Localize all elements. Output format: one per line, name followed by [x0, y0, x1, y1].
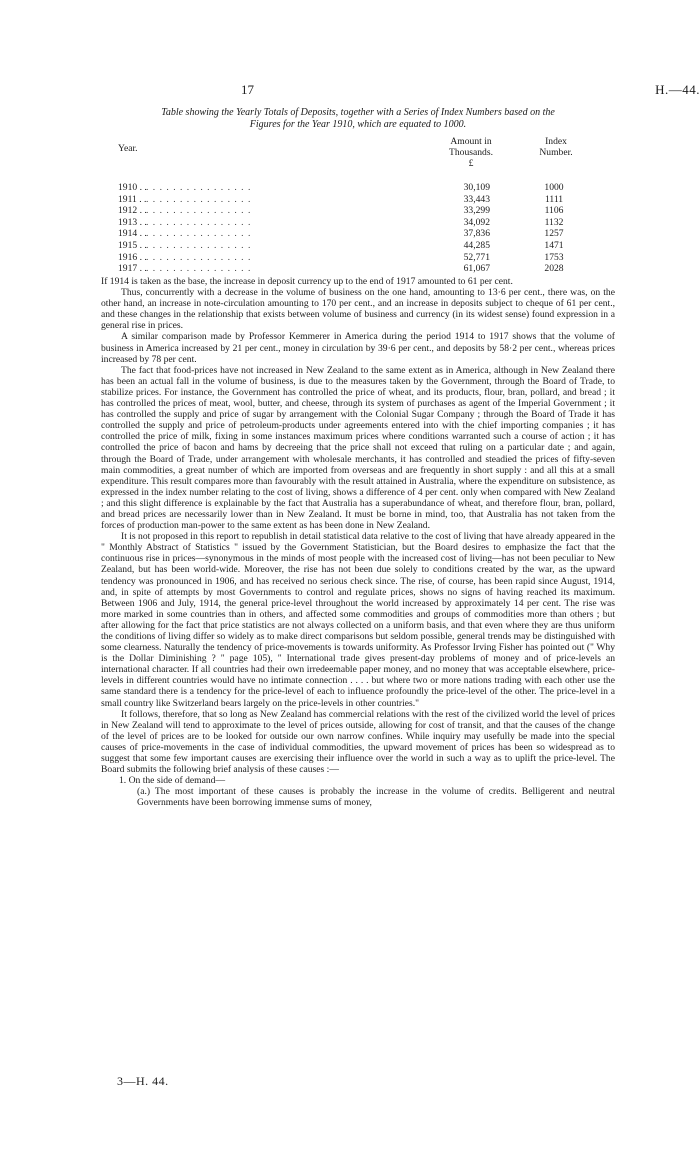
column-header-index — [521, 136, 591, 158]
cell-index: 1257 — [544, 228, 564, 240]
paragraph: A similar comparison made by Professor Kemmerer in America during the period 1914 to 1917 shows that the volume of business in America increased by 21 per cent., money in circulation by 39·6 per cent., and deposits by 58·2 per cent., whereas prices increased by 78 per cent. — [101, 331, 615, 365]
page-number: 17 — [241, 82, 254, 97]
table-body — [118, 182, 578, 275]
table-row — [118, 228, 578, 240]
paragraph: It follows, therefore, that so long as New Zealand has commercial relations with the rest of the civilized world the level of prices in New Zealand will tend to approximate to the level of prices outside, allowing for cost of transit, and that the causes of the change of the level of prices are to be looked for outside our own narrow confines. While inquiry may usefully be made into the special causes of price-movements in the case of individual commodities, the upward movement of prices has been so widespread as to suggest that some few important causes are exercising their influence over the world in such a way as to uplift the price-level. The Board submits the following brief analysis of these causes :— — [101, 708, 615, 776]
cell-year: 1912 . . — [118, 205, 147, 217]
cell-index: 2028 — [544, 263, 564, 275]
leader-dots: . . . . . . . . . . . . . . . . — [146, 182, 252, 193]
cell-amount: 52,771 — [463, 251, 490, 263]
table-caption-line-2: Figures for the Year 1910, which are equated to 1000. — [249, 119, 467, 130]
leader-dots: . . . . . . . . . . . . . . . . — [146, 263, 252, 275]
cell-year: 1916 . . — [118, 251, 147, 263]
table-caption-line-1: Table showing the Yearly Totals of Deposits, together with a Series of Index Numbers based on the — [161, 107, 555, 118]
cell-index: 1132 — [544, 216, 564, 228]
table-row — [118, 194, 578, 206]
column-header-amount-line-1: Amount in — [450, 136, 492, 147]
deposits-table — [118, 136, 578, 275]
column-header-index-line-1: Index — [545, 136, 567, 147]
cell-index: 1106 — [544, 205, 564, 217]
table-row — [118, 240, 578, 252]
cell-index: 1000 — [544, 182, 564, 193]
paragraph: It is not proposed in this report to republish in detail statistical data relative to the cost of living that have already appeared in the " Monthly Abstract of Statistics " issued by the Government Statistician, but the Board desires to emphasize the fact that the continuous rise in prices—synonymous in the minds of most people with the increased cost of living—has not been peculiar to New Zealand, but has been world-wide. Moreover, the rise has not been due solely to conditions created by the war, as the upward tendency was pronounced in 1906, and has received no serious check since. The rise, of course, has been rapid since August, 1914, and, in spite of attempts by most Governments to control and regulate prices, shows no signs of having reached its maximum. Between 1906 and July, 1914, the general price-level throughout the world increased by approximately 14 per cent. The rise was more marked in some countries than in others, and affected some commodities and groups of commodities more than others ; but after allowing for the fact that price statistics are not always collected on a uniform basis, and that even where they are thus uniform the conditions of living differ so widely as to make direct comparisons but seldom possible, general trends may be distinguished with some clearness. Naturally the tendency of price-movements is towards uniformity. As Professor Irving Fisher has pointed out (" Why is the Dollar Diminishing ? " page 105), " International trade gives present-day problems of money and of price-levels an international character. If all countries had their own irredeemable paper money, and no money that was acceptable elsewhere, price-levels in different countries would have no intimate connection . . . . but where two or more nations trading with each other use the same standard there is a tendency for the price-level of each to influence profoundly the price-level of the other. The price-level in a small country like Switzerland bears largely on the price-levels in other countries." — [101, 531, 615, 709]
cell-year: 1914 . . — [118, 228, 147, 240]
leader-dots: . . . . . . . . . . . . . . . . — [146, 228, 252, 240]
paragraph: The fact that food-prices have not increased in New Zealand to the same extent as in America, although in New Zealand there has been an actual fall in the volume of business, is due to the measures taken by the Government, through the Board of Trade, to stabilize prices. For instance, the Government has controlled the price of wheat, and its products, flour, bran, pollard, and bread ; it has controlled the prices of meat, wool, butter, and cheese, through its system of purchases as agent of the Imperial Government ; it has controlled the supply and price of sugar by arrangement with the Colonial Sugar Company ; through the Board of Trade it has controlled the supply and price of petroleum-products under agreements entered into with the chief importing companies ; it has controlled the price of milk, fixing in some instances maximum prices where conditions warranted such a course of action ; it has controlled the price of bacon and hams by decreeing that the price shall not exceed that ruling on a particular date ; and again, through the Board of Trade, under arrangement with wholesale merchants, it has controlled and steadied the prices of fifty-seven main commodities, a great number of which are imported from overseas and are frequently in short supply : and all this at a small expenditure. This result compares more than favourably with the result attained in Australia, where the expenditure on subsistence, as expressed in the index number relating to the cost of living, shows a difference of 4 per cent. only when compared with New Zealand ; and this slight difference is explainable by the fact that Australia has a superabundance of wheat, and therefore flour, bran, pollard, and bread prices are necessarily lower than in New Zealand. It must be borne in mind, too, that Australia has not taken from the forces of production man-power to the same extent as has been done in New Zealand. — [101, 364, 615, 532]
cell-year: 1910 . . — [118, 182, 147, 193]
cell-amount: 37,836 — [463, 228, 490, 240]
table-row — [118, 217, 578, 229]
cell-index: 1471 — [544, 239, 564, 251]
leader-dots: . . . . . . . . . . . . . . . . — [146, 251, 252, 263]
cell-amount: 61,067 — [463, 263, 490, 275]
column-header-amount-line-2: Thousands. — [449, 147, 493, 158]
cell-year: 1917 . . — [118, 263, 147, 275]
cell-year: 1915 . . — [118, 239, 147, 251]
signature-mark: 3—H. 44. — [117, 1074, 169, 1088]
table-row — [118, 182, 578, 194]
table-row — [118, 263, 578, 275]
leader-dots: . . . . . . . . . . . . . . . . — [146, 216, 252, 228]
cell-year: 1913 . . — [118, 216, 147, 228]
table-row — [118, 205, 578, 217]
column-header-amount-unit: £ — [468, 158, 474, 169]
cell-amount: 30,109 — [463, 182, 490, 193]
column-header-index-line-2: Number. — [539, 147, 573, 158]
table-caption — [101, 107, 615, 131]
list-item: (a.) The most important of these causes is probably the increase in the volume of credits. Belligerent and neutral Governments have been borrowing immense sums of money, — [137, 786, 615, 809]
cell-amount: 33,443 — [463, 193, 490, 205]
table-header — [118, 136, 578, 182]
column-header-amount — [436, 136, 506, 169]
paragraph: Thus, concurrently with a decrease in the volume of business on the one hand, amounting to 13·6 per cent., there was, on the other hand, an increase in note-circulation amounting to 170 per cent., and an increase in deposits subject to cheque of 61 per cent., and these changes in the relationship that exists between volume of business and currency (in its widest sense) found expression in a general rise in prices. — [101, 287, 615, 332]
leader-dots: . . . . . . . . . . . . . . . . — [146, 205, 252, 217]
leader-dots: . . . . . . . . . . . . . . . . — [146, 239, 252, 251]
cell-amount: 34,092 — [463, 216, 490, 228]
cell-amount: 44,285 — [463, 239, 490, 251]
leader-dots: . . . . . . . . . . . . . . . . — [146, 193, 252, 205]
document-reference: H.—44. — [655, 82, 700, 97]
list-item: 1. On the side of demand— — [119, 775, 226, 787]
cell-year: 1911 . . — [118, 193, 147, 205]
body-text — [101, 276, 615, 809]
paragraph: If 1914 is taken as the base, the increase in deposit currency up to the end of 1917 amounted to 61 per cent. — [101, 276, 513, 287]
cell-amount: 33,299 — [463, 205, 490, 217]
cell-index: 1111 — [544, 193, 564, 205]
table-row — [118, 252, 578, 264]
column-header-year: Year. — [118, 143, 138, 154]
cell-index: 1753 — [544, 251, 564, 263]
